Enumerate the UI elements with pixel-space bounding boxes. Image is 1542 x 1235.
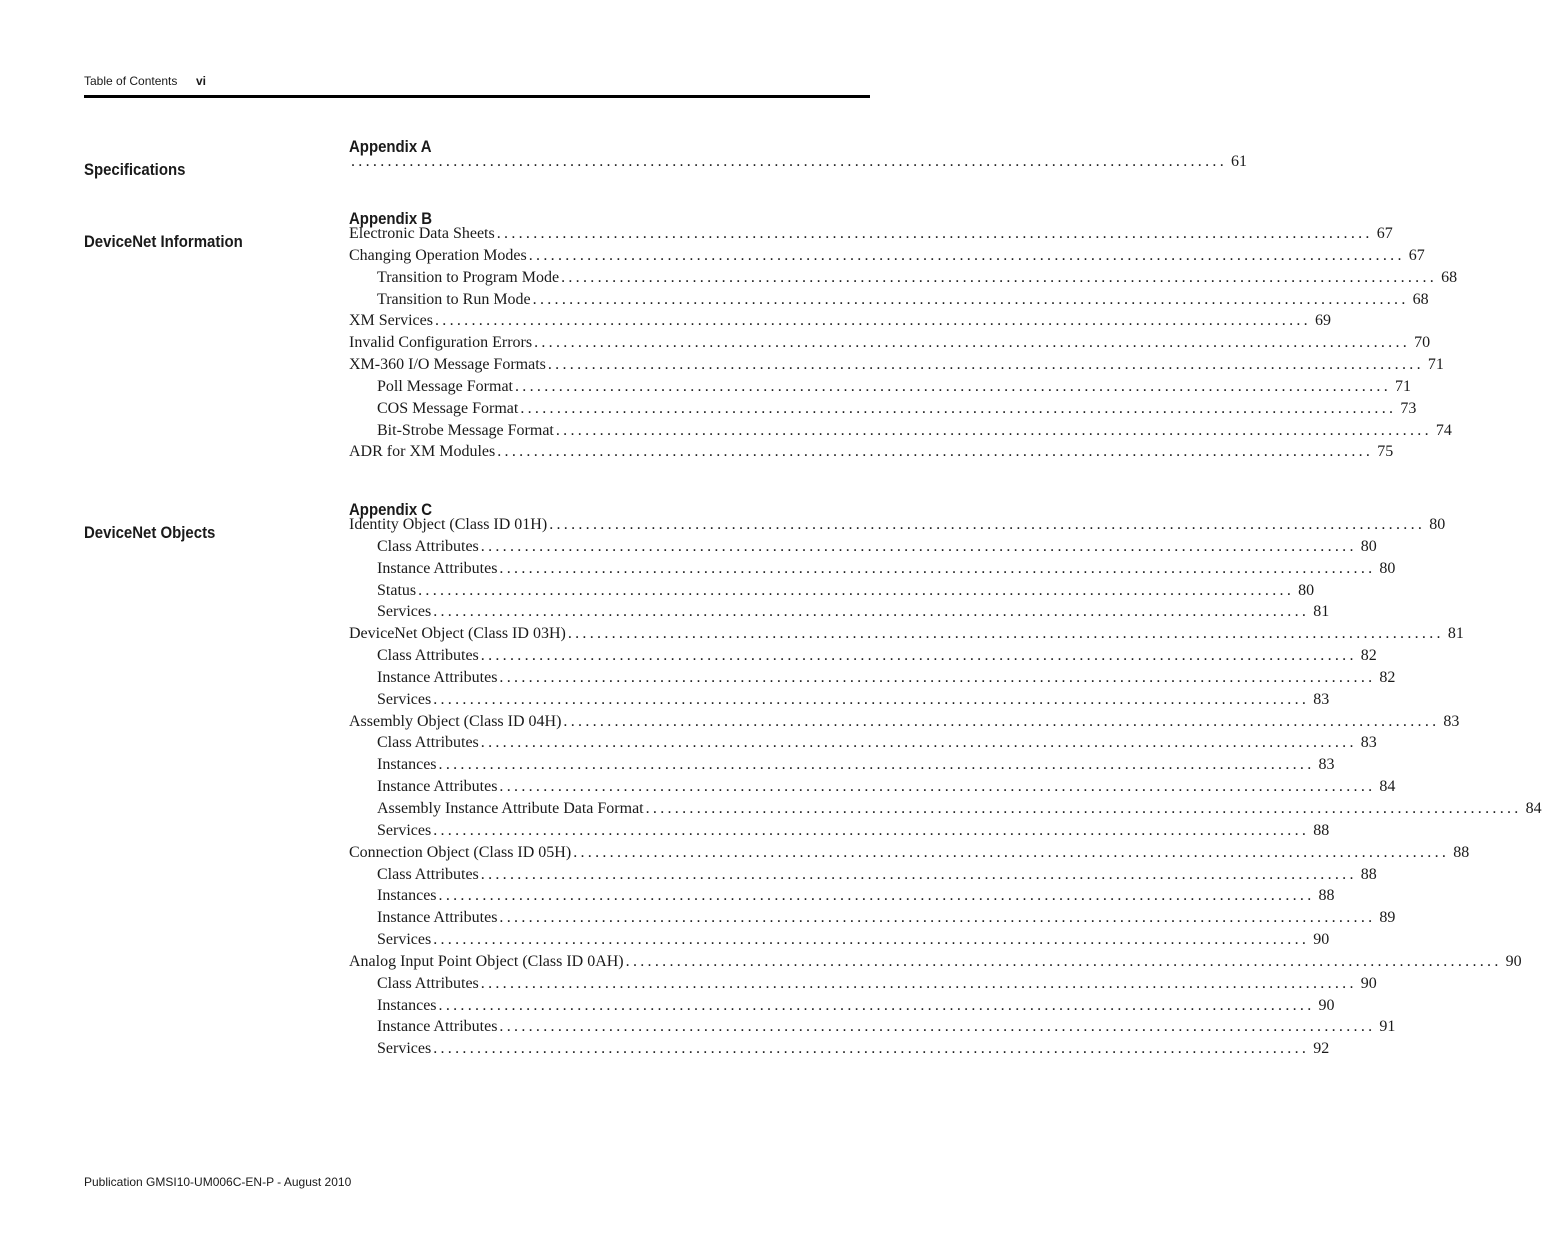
toc-entry-page: 81 (1313, 603, 1330, 621)
dot-leader: ........................................................................................................................ (520, 399, 1397, 417)
toc-entry-title: Assembly Instance Attribute Data Format (377, 799, 644, 817)
publication-footer: Publication GMSI10-UM006C-EN-P - August 2010 (84, 1175, 352, 1189)
toc-entry[interactable] (349, 558, 1396, 580)
header-section-title: Table of Contents (84, 74, 178, 88)
dot-leader: ........................................................................................................................ (434, 312, 1311, 330)
toc-entry-title: Services (377, 1040, 432, 1058)
toc-entry[interactable] (349, 864, 1377, 886)
toc-entry[interactable] (349, 776, 1396, 798)
toc-entry[interactable] (349, 441, 1394, 463)
dot-leader: ........................................................................................................................ (480, 974, 1357, 992)
toc-entry-title: Status (377, 581, 417, 599)
toc-entry[interactable] (349, 514, 1446, 536)
toc-entry[interactable] (349, 732, 1377, 754)
toc-entry-title: Class Attributes (377, 647, 479, 665)
toc-entry[interactable] (349, 289, 1429, 311)
dot-leader: ........................................................................................................................ (433, 821, 1310, 839)
dot-leader: ........................................................................................................................ (433, 931, 1310, 949)
toc-entry[interactable] (349, 245, 1425, 267)
dot-leader: ........................................................................................................................ (625, 952, 1502, 970)
toc-entry-title: Class Attributes (377, 865, 479, 883)
toc-entry-title: Bit-Strobe Message Format (377, 421, 554, 439)
dot-leader: ........................................................................................................................ (534, 334, 1411, 352)
toc-entry-page: 84 (1525, 799, 1542, 817)
toc-entry-title: Analog Input Point Object (Class ID 0AH) (349, 952, 624, 970)
toc-entry-page: 89 (1379, 909, 1396, 927)
dot-leader: ........................................................................................................................ (438, 996, 1315, 1014)
header-page-number: vi (196, 74, 207, 88)
toc-entry[interactable] (349, 354, 1444, 376)
toc-entry[interactable] (349, 420, 1452, 442)
dot-leader: ........................................................................................................................ (499, 1018, 1376, 1036)
toc-entry[interactable] (349, 995, 1335, 1017)
toc-entry-page: 92 (1313, 1040, 1330, 1058)
toc-entry[interactable] (349, 536, 1377, 558)
toc-entry-list (349, 514, 1542, 1060)
toc-entry-page: 91 (1379, 1018, 1396, 1036)
toc-entry-title: Instances (377, 996, 437, 1014)
dot-leader: ........................................................................................................................ (645, 799, 1522, 817)
toc-entry-page: 68 (1412, 290, 1429, 308)
toc-entry[interactable] (349, 798, 1542, 820)
dot-leader: ........................................................................................................................ (351, 153, 1227, 170)
toc-entry-title: Instance Attributes (377, 559, 498, 577)
toc-entry-title: Instance Attributes (377, 778, 498, 796)
dot-leader: ........................................................................................................................ (480, 734, 1357, 752)
toc-entry-title: Class Attributes (377, 734, 479, 752)
toc-entry-page: 88 (1360, 865, 1377, 883)
toc-entry-title: XM-360 I/O Message Formats (349, 356, 546, 374)
toc-entry-page: 71 (1427, 356, 1444, 374)
toc-entry[interactable] (349, 223, 1393, 245)
toc-entry-page: 67 (1376, 225, 1393, 242)
toc-entry-title: Connection Object (Class ID 05H) (349, 843, 572, 861)
toc-entry-title: Identity Object (Class ID 01H) (349, 516, 548, 533)
toc-entry[interactable] (349, 842, 1470, 864)
toc-entry-page: 70 (1414, 334, 1431, 352)
toc-entry[interactable] (349, 310, 1331, 332)
toc-entry-page: 74 (1435, 421, 1452, 439)
toc-entry[interactable] (349, 689, 1330, 711)
toc-entry[interactable] (349, 711, 1460, 733)
dot-leader: ........................................................................................................................ (528, 246, 1405, 264)
toc-entry[interactable] (349, 376, 1411, 398)
toc-entry-page: 90 (1360, 974, 1377, 992)
toc-entry-title: Class Attributes (377, 974, 479, 992)
header-rule (84, 95, 870, 98)
dot-leader: ........................................................................................................................ (555, 421, 1432, 439)
toc-entry-title: Instance Attributes (377, 1018, 498, 1036)
dot-leader: ........................................................................................................................ (418, 581, 1295, 599)
toc-entry-title: Instances (377, 887, 437, 905)
dot-leader: ........................................................................................................................ (496, 225, 1373, 242)
toc-entry[interactable] (349, 398, 1417, 420)
toc-entry-page: 88 (1313, 821, 1330, 839)
toc-entry-title: Assembly Object (Class ID 04H) (349, 712, 562, 730)
toc-entry[interactable] (349, 907, 1396, 929)
dot-leader: ........................................................................................................................ (438, 887, 1315, 905)
toc-entry[interactable] (349, 754, 1335, 776)
toc-entry-page: 90 (1313, 931, 1330, 949)
dot-leader: ........................................................................................................................ (499, 668, 1376, 686)
toc-entry-title: Transition to Run Mode (377, 290, 531, 308)
dot-leader: ........................................................................................................................ (515, 377, 1391, 395)
toc-entry-page: 80 (1360, 537, 1377, 555)
toc-entry-title: Invalid Configuration Errors (349, 334, 533, 352)
toc-entry-list (349, 223, 1458, 463)
toc-entry[interactable] (349, 645, 1377, 667)
toc-entry-page: 88 (1318, 887, 1335, 905)
toc-entry[interactable] (349, 1038, 1330, 1060)
toc-entry[interactable] (349, 580, 1315, 602)
toc-entry-page: 69 (1314, 312, 1331, 330)
toc-entry-title: Instance Attributes (377, 909, 498, 927)
toc-entry-page: 73 (1400, 399, 1417, 417)
toc-entry-list (349, 151, 1247, 173)
dot-leader: ........................................................................................................................ (532, 290, 1409, 308)
toc-entry-page: 83 (1318, 756, 1335, 774)
toc-entry-title: Services (377, 821, 432, 839)
toc-entry-title: Instance Attributes (377, 668, 498, 686)
appendix-title: DeviceNet Information (84, 232, 243, 251)
dot-leader: ........................................................................................................................ (563, 712, 1440, 730)
dot-leader: ........................................................................................................................ (480, 865, 1357, 883)
dot-leader: ........................................................................................................................ (573, 843, 1450, 861)
dot-leader: ........................................................................................................................ (433, 603, 1310, 621)
toc-entry[interactable] (349, 667, 1396, 689)
toc-entry-title: Poll Message Format (377, 377, 513, 395)
toc-entry-title: Instances (377, 756, 437, 774)
toc-entry-title: DeviceNet Object (Class ID 03H) (349, 625, 566, 643)
toc-entry-page: 80 (1379, 559, 1396, 577)
toc-entry-title: Services (377, 931, 432, 949)
dot-leader: ........................................................................................................................ (433, 1040, 1310, 1058)
toc-entry-title: Transition to Program Mode (377, 268, 560, 286)
toc-entry-page: 68 (1441, 268, 1458, 286)
appendix-title: DeviceNet Objects (84, 523, 216, 542)
toc-entry-page: 71 (1395, 377, 1411, 395)
dot-leader: ........................................................................................................................ (561, 268, 1438, 286)
toc-entry-page: 75 (1377, 443, 1394, 461)
toc-entry-page: 83 (1360, 734, 1377, 752)
appendix-label: Appendix B (349, 209, 433, 228)
dot-leader: ........................................................................................................................ (499, 909, 1376, 927)
toc-entry-page: 67 (1408, 246, 1425, 264)
toc-entry-page: 83 (1313, 690, 1330, 708)
dot-leader: ........................................................................................................................ (549, 516, 1426, 533)
toc-entry[interactable] (349, 951, 1522, 973)
toc-entry-page: 82 (1379, 668, 1396, 686)
toc-entry-title: Changing Operation Modes (349, 246, 527, 264)
appendix-label: Appendix A (349, 137, 432, 156)
toc-entry-page: 80 (1429, 516, 1446, 533)
toc-entry-title: XM Services (349, 312, 433, 330)
dot-leader: ........................................................................................................................ (547, 356, 1424, 374)
toc-entry[interactable] (349, 973, 1377, 995)
toc-entry-title: Services (377, 690, 432, 708)
toc-entry-title: Class Attributes (377, 537, 479, 555)
toc-entry[interactable] (349, 820, 1330, 842)
toc-entry-page: 82 (1360, 647, 1377, 665)
toc-entry-title: ADR for XM Modules (349, 443, 496, 461)
toc-entry-page: 84 (1379, 778, 1396, 796)
dot-leader: ........................................................................................................................ (438, 756, 1315, 774)
toc-entry-title: COS Message Format (377, 399, 519, 417)
appendix-title: Specifications (84, 160, 186, 179)
toc-entry[interactable] (349, 601, 1330, 623)
dot-leader: ........................................................................................................................ (499, 778, 1376, 796)
running-header (84, 73, 206, 89)
toc-entry-page: 61 (1231, 153, 1247, 170)
toc-entry[interactable] (349, 1016, 1396, 1038)
toc-entry[interactable] (349, 332, 1431, 354)
dot-leader: ........................................................................................................................ (480, 537, 1357, 555)
toc-entry-page: 88 (1453, 843, 1470, 861)
toc-entry[interactable] (349, 623, 1464, 645)
dot-leader: ........................................................................................................................ (497, 443, 1374, 461)
toc-entry-page: 81 (1447, 625, 1464, 643)
toc-entry[interactable] (349, 267, 1458, 289)
toc-entry-page: 83 (1443, 712, 1460, 730)
dot-leader: ........................................................................................................................ (480, 647, 1357, 665)
toc-entry[interactable] (349, 929, 1330, 951)
dot-leader: ........................................................................................................................ (567, 625, 1444, 643)
appendix-label: Appendix C (349, 500, 433, 519)
toc-entry-page: 80 (1298, 581, 1315, 599)
toc-entry[interactable] (349, 885, 1335, 907)
dot-leader: ........................................................................................................................ (433, 690, 1310, 708)
toc-entry-page: 90 (1505, 952, 1522, 970)
toc-entry-title: Services (377, 603, 432, 621)
dot-leader: ........................................................................................................................ (499, 559, 1376, 577)
toc-entry[interactable] (349, 151, 1247, 173)
toc-entry-title: Electronic Data Sheets (349, 225, 495, 242)
toc-entry-page: 90 (1318, 996, 1335, 1014)
